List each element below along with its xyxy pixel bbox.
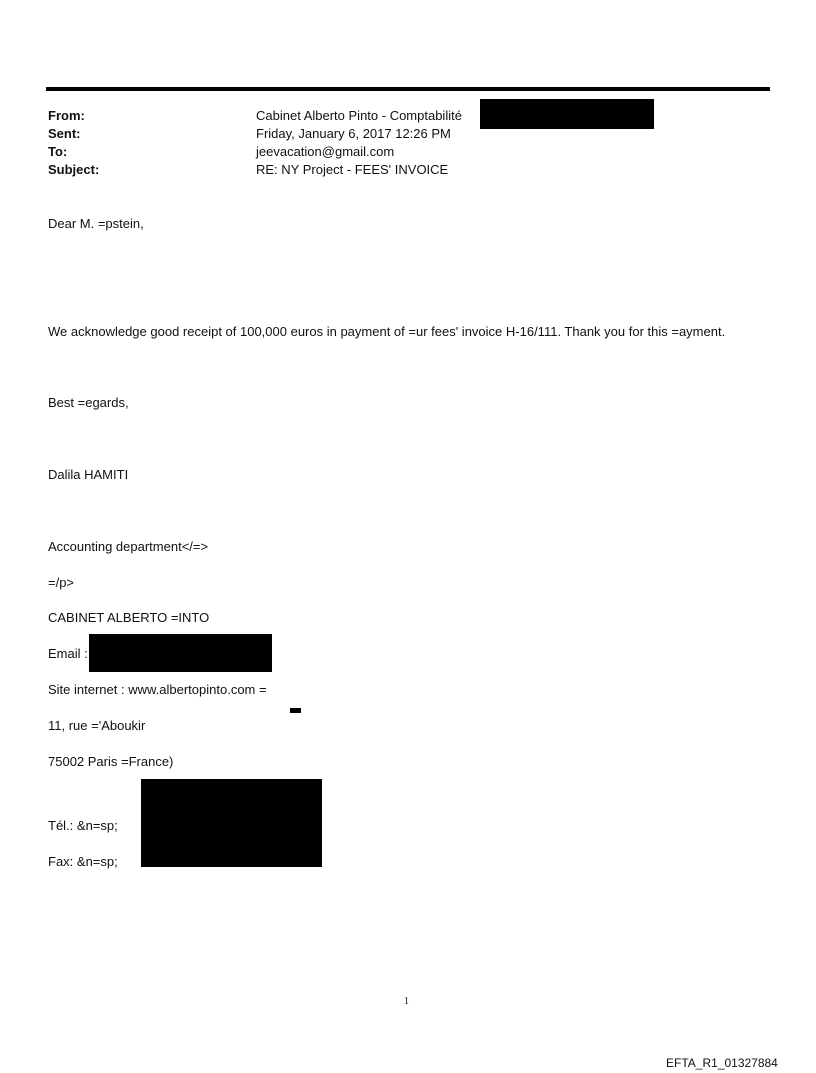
to-value: jeevacation@gmail.com: [256, 144, 395, 159]
redaction-phone-fax: [141, 779, 322, 867]
sent-label: Sent:: [48, 126, 81, 141]
bates-number: EFTA_R1_01327884: [666, 1056, 778, 1070]
website: Site internet : www.albertopinto.com =: [48, 682, 267, 697]
from-value: Cabinet Alberto Pinto - Comptabilité: [256, 108, 462, 123]
subject-label: Subject:: [48, 162, 100, 177]
header-rule: [46, 87, 770, 91]
telephone-label: Tél.: &n=sp;: [48, 818, 118, 833]
email-label: Email :: [48, 646, 88, 661]
street-address: 11, rue ='Aboukir: [48, 718, 146, 733]
redaction-email: [89, 634, 272, 672]
greeting: Dear M. =pstein,: [48, 216, 144, 231]
stray-tag: =/p>: [48, 575, 75, 590]
signer-name: Dalila HAMITI: [48, 467, 129, 482]
company-name: CABINET ALBERTO =INTO: [48, 610, 210, 625]
from-label: From:: [48, 108, 85, 123]
to-label: To:: [48, 144, 68, 159]
sent-value: Friday, January 6, 2017 12:26 PM: [256, 126, 451, 141]
redaction-from: [480, 99, 654, 129]
subject-value: RE: NY Project - FEES' INVOICE: [256, 162, 449, 177]
closing: Best =egards,: [48, 395, 129, 410]
department: Accounting department</=>: [48, 539, 209, 554]
body-paragraph: We acknowledge good receipt of 100,000 euros in payment of =ur fees' invoice H-16/111. Thank you for this =ayment.: [48, 324, 726, 339]
redaction-mark: [290, 708, 301, 713]
city-address: 75002 Paris =France): [48, 754, 174, 769]
fax-label: Fax: &n=sp;: [48, 854, 118, 869]
page-number: 1: [404, 996, 409, 1007]
